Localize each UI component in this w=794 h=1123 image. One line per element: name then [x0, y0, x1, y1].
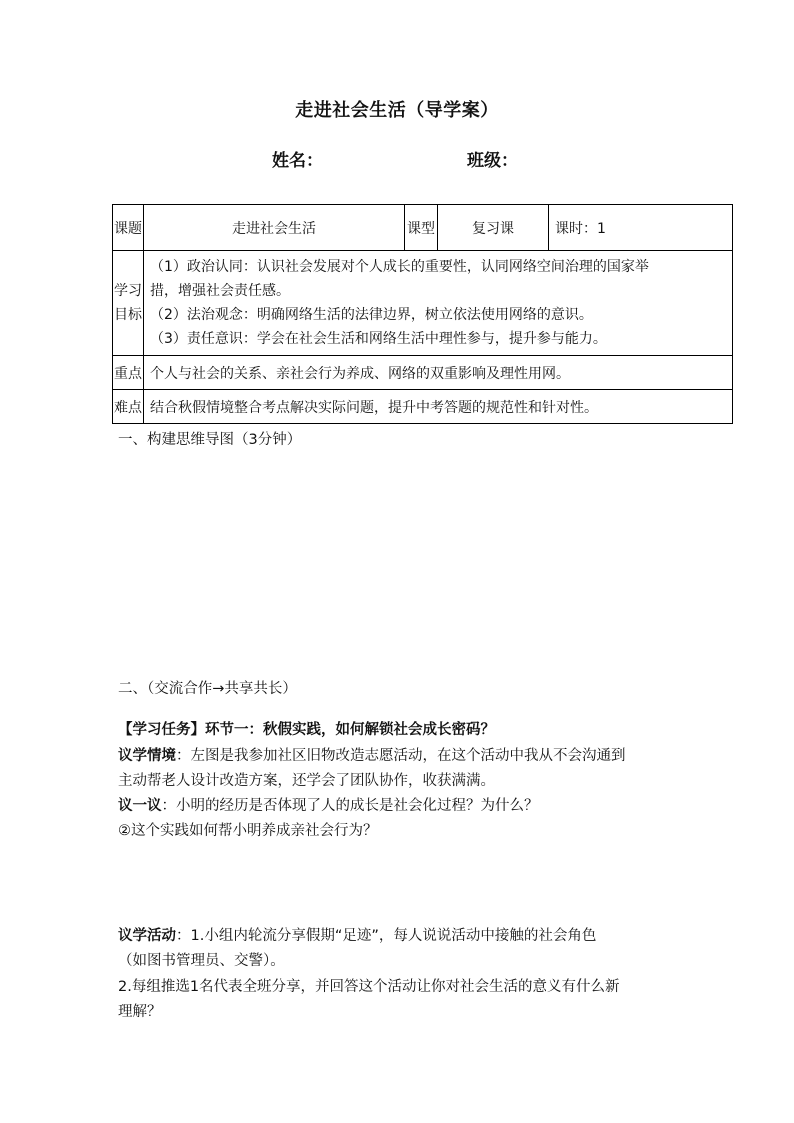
goals-label-line2: 目标 [114, 307, 142, 323]
activity-line-2: （如图书管理员、交警）。 [118, 953, 285, 969]
key-label: 重点 [113, 356, 144, 390]
discuss-line-1 [118, 794, 539, 815]
difficulty-row [113, 390, 733, 424]
section2-heading: 二、（交流合作→共享共长） [118, 681, 297, 697]
type-value: 复习课 [438, 205, 549, 251]
situation-label: 议学情境 [118, 748, 176, 764]
name-label: 姓名： [272, 151, 323, 171]
discuss-label: 议一议 [118, 798, 162, 814]
page-title: 走进社会生活（导学案） [295, 100, 499, 121]
class-label: 班级： [467, 151, 518, 171]
difficulty-label: 难点 [113, 390, 144, 424]
activity-text-1: ：1.小组内轮流分享假期“足迹”，每人说说活动中接触的社会角色 [176, 928, 597, 944]
lesson-info-table [112, 204, 733, 424]
goals-label-line1: 学习 [114, 283, 142, 299]
topic-row [113, 205, 733, 251]
goal-line-4: （3）责任意识：学会在社会生活和网络生活中理性参与，提升参与能力。 [150, 331, 607, 347]
activity-label: 议学活动 [118, 928, 176, 944]
activity-line-1 [118, 924, 596, 945]
type-label: 课型 [405, 205, 438, 251]
hours-cell: 课时：1 [549, 205, 733, 251]
goals-label [113, 251, 144, 356]
goals-content [144, 251, 733, 356]
key-row [113, 356, 733, 390]
goals-row [113, 251, 733, 356]
situation-line-2: 主动帮老人设计改造方案，还学会了团队协作，收获满满。 [118, 773, 495, 789]
activity-line-4: 理解？ [118, 1004, 162, 1020]
situation-text-1: ：左图是我参加社区旧物改造志愿活动，在这个活动中我从不会沟通到 [176, 748, 626, 764]
discuss-question-1: ：小明的经历是否体现了人的成长是社会化过程？为什么？ [161, 798, 539, 814]
difficulty-value: 结合秋假情境整合考点解决实际问题，提升中考答题的规范性和针对性。 [144, 390, 733, 424]
task-heading: 【学习任务】环节一：秋假实践，如何解锁社会成长密码？ [118, 722, 495, 738]
goal-line-3: （2）法治观念：明确网络生活的法律边界，树立依法使用网络的意识。 [150, 307, 593, 323]
situation-line-1 [118, 744, 626, 765]
section1-heading: 一、构建思维导图（3分钟） [118, 432, 302, 448]
goal-line-1: （1）政治认同：认识社会发展对个人成长的重要性，认同网络空间治理的国家举 [150, 259, 649, 275]
topic-label: 课题 [113, 205, 144, 251]
topic-value: 走进社会生活 [144, 205, 405, 251]
activity-line-3: 2.每组推选1名代表全班分享，并回答这个活动让你对社会生活的意义有什么新 [118, 979, 620, 995]
discuss-question-2: ②这个实践如何帮小明养成亲社会行为？ [118, 823, 378, 839]
key-value: 个人与社会的关系、亲社会行为养成、网络的双重影响及理性用网。 [144, 356, 733, 390]
goal-line-2: 措，增强社会责任感。 [150, 283, 290, 299]
